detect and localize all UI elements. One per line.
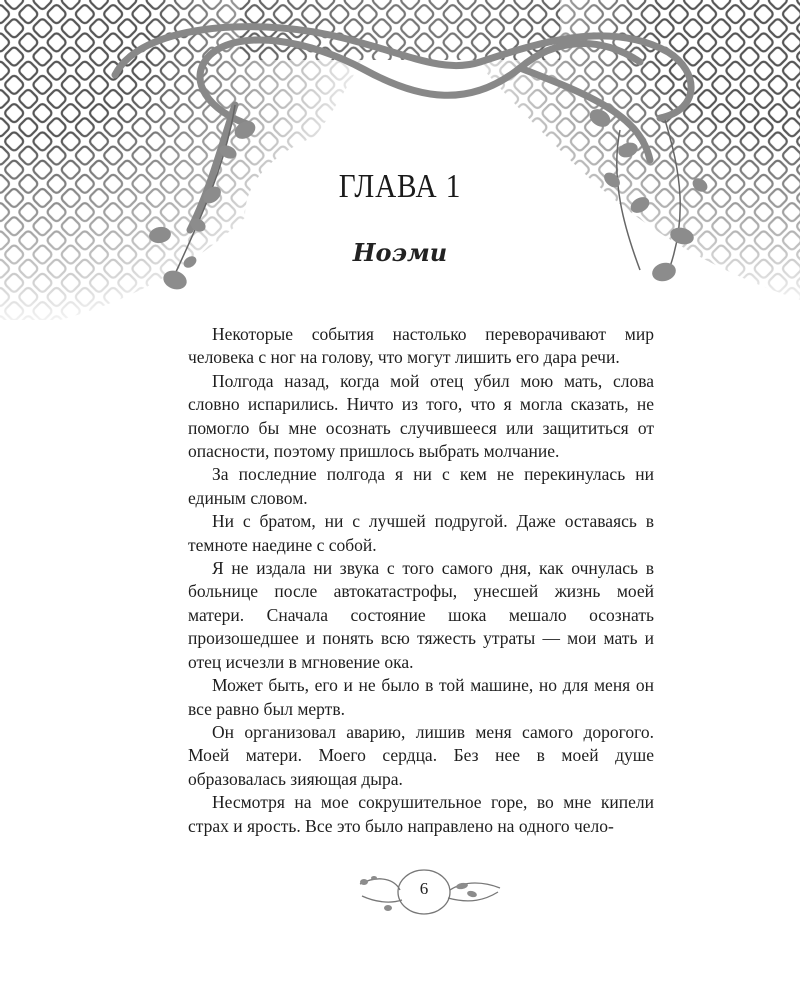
paragraph: Некоторые события настолько переворачивают мир человека с ног на голову, что могут лишить его дара речи. bbox=[188, 324, 654, 368]
paragraph: Он организовал аварию, лишив меня самого дорогого. Моей матери. Моего сердца. Без нее в моей душе образовалась зияющая дыра. bbox=[188, 721, 654, 789]
page-number: 6 bbox=[419, 879, 429, 898]
paragraph: Я не издала ни звука с того самого дня, как очнулась в больнице после автокатастрофы, унесшей жизнь моей матери. Сначала состояние шока мешало осознать произошедшее и понять всю тяжесть утраты — мои мать и отец исчезли в мгновение ока. bbox=[188, 558, 654, 672]
paragraph: Может быть, его и не было в той машине, но для меня он все равно был мертв. bbox=[188, 675, 654, 719]
chain-fence-vine-header-illustration bbox=[0, 0, 800, 320]
body-text bbox=[188, 323, 654, 838]
chapter-subtitle: Ноэми bbox=[352, 238, 448, 267]
chapter-title: ГЛАВА 1 bbox=[338, 168, 462, 205]
paragraph: За последние полгода я ни с кем не перекинулась ни единым словом. bbox=[188, 464, 654, 508]
paragraph: Ни с братом, ни с лучшей подругой. Даже оставаясь в темноте наедине с собой. bbox=[188, 511, 654, 555]
paragraph: Полгода назад, когда мой отец убил мою мать, слова словно испарились. Ничто из того, что я могла сказать, не помогло бы мне осознать случившееся или защититься от опасности, поэтому пришлось выбрать молчание. bbox=[188, 370, 654, 462]
paragraph: Несмотря на мое сокрушительное горе, во мне кипели страх и ярость. Все это было направлено на одного чело- bbox=[188, 792, 654, 836]
